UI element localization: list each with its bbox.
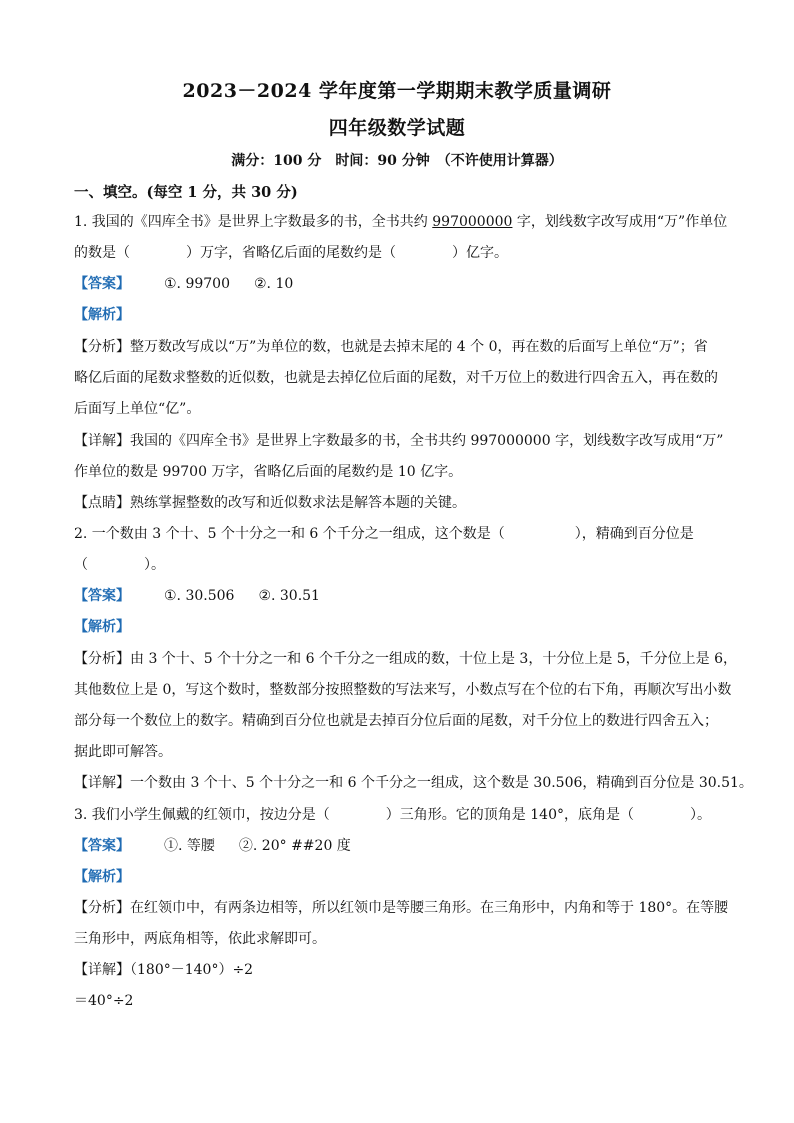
analysis-tag: 【解析】: [74, 869, 130, 885]
q3-answer: [74, 836, 724, 856]
q1-stem-text-b: 字，划线数字改写成用“万”作单位: [512, 214, 728, 230]
fenxi-tag: 【分析】: [74, 651, 130, 667]
q1-point-line: [74, 493, 724, 513]
q1-stem-line2: 的数是（ ）万字，省略亿后面的尾数约是（ ）亿字。: [74, 245, 508, 261]
analysis-tag: 【解析】: [74, 307, 130, 323]
q1-fenxi-text1: 整万数改写成以“万”为单位的数，也就是去掉末尾的 4 个 0，再在数的后面写上单位“万”；省: [130, 339, 708, 355]
q3-answer-2: ②. 20° ##20 度: [238, 838, 351, 854]
fenxi-tag: 【分析】: [74, 900, 130, 916]
q2-fenxi-text1: 由 3 个十、5 个十分之一和 6 个千分之一组成的数，十位上是 3，十分位上是 5，千分位上是 6，: [130, 651, 738, 667]
q1-answer-2: ②. 10: [254, 276, 294, 292]
q1-detail-line1: [74, 431, 724, 451]
q3-fenxi-line1: [74, 898, 729, 918]
q3-answer-1: ①. 等腰: [164, 838, 215, 854]
q1-analysis-tag: [74, 305, 724, 325]
answer-tag: 【答案】: [74, 276, 130, 292]
detail-tag: 【详解】: [74, 775, 130, 791]
q2-answer: [74, 586, 724, 606]
q1-point-text: 熟练掌握整数的改写和近似数求法是解答本题的关键。: [130, 495, 466, 511]
q1-stem-line1: [74, 212, 728, 232]
detail-tag: 【详解】: [74, 962, 130, 978]
q2-stem-line2: （ ）。: [74, 557, 165, 573]
q2-fenxi-line2: 其他数位上是 0，写这个数时，整数部分按照整数的写法来写，小数点写在个位的右下角，再顺次写出小数: [74, 682, 732, 698]
detail-tag: 【详解】: [74, 433, 130, 449]
q2-fenxi-line3: 部分每一个数位上的数字。精确到百分位也就是去掉百分位后面的尾数，对千分位上的数进行四舍五入；: [74, 713, 718, 729]
q2-fenxi-line4: 据此即可解答。: [74, 744, 172, 760]
q3-fenxi-text1: 在红领巾中，有两条边相等，所以红领巾是等腰三角形。在三角形中，内角和等于 180°。在等腰: [130, 900, 729, 916]
q3-detail-line1: [74, 960, 724, 980]
q1-fenxi-line2: 略亿后面的尾数求整数的近似数，也就是去掉亿位后面的尾数，对千万位上的数进行四舍五入，再在数的: [74, 370, 718, 386]
q1-underlined-number: 997000000: [432, 214, 513, 230]
exam-meta: 满分：100 分 时间：90 分钟 （不许使用计算器）: [231, 153, 563, 169]
answer-tag: 【答案】: [74, 588, 130, 604]
fenxi-tag: 【分析】: [74, 339, 130, 355]
q1-answer-1: ①. 99700: [164, 276, 230, 292]
q3-detail-text1: （180°－140°）÷2: [130, 962, 254, 978]
exam-subtitle: 四年级数学试题: [328, 117, 466, 139]
q1-detail-text1: 我国的《四库全书》是世界上字数最多的书，全书共约 997000000 字，划线数字改写成用“万”: [130, 433, 724, 449]
q3-stem-line1: 3. 我们小学生佩戴的红领巾，按边分是（ ）三角形。它的顶角是 140°，底角是（ ）。: [74, 807, 711, 823]
analysis-tag: 【解析】: [74, 619, 130, 635]
q2-fenxi-line1: [74, 649, 738, 669]
q2-detail-line1: [74, 773, 753, 793]
q2-analysis-tag: [74, 617, 724, 637]
q1-fenxi-line1: [74, 337, 724, 357]
q2-answer-2: ②. 30.51: [258, 588, 320, 604]
point-tag: 【点睛】: [74, 495, 130, 511]
answer-tag: 【答案】: [74, 838, 130, 854]
q1-detail-line2: 作单位的数是 99700 万字，省略亿后面的尾数约是 10 亿字。: [74, 464, 463, 480]
q2-stem-line1: 2. 一个数由 3 个十、5 个十分之一和 6 个千分之一组成，这个数是（ ），精确到百分位是: [74, 526, 694, 542]
q3-analysis-tag: [74, 867, 724, 887]
section-heading: 一、填空。(每空 1 分，共 30 分): [74, 184, 298, 201]
q1-stem-text-a: 1. 我国的《四库全书》是世界上字数最多的书，全书共约: [74, 214, 433, 230]
q2-answer-1: ①. 30.506: [164, 588, 235, 604]
q3-fenxi-line2: 三角形中，两底角相等，依此求解即可。: [74, 931, 326, 947]
q2-detail-text1: 一个数由 3 个十、5 个十分之一和 6 个千分之一组成，这个数是 30.506，精确到百分位是 30.51。: [130, 775, 753, 791]
exam-title: 2023－2024 学年度第一学期期末教学质量调研: [182, 80, 612, 102]
q1-fenxi-line3: 后面写上单位“亿”。: [74, 401, 201, 417]
q3-detail-line2: ＝40°÷2: [74, 993, 134, 1009]
q1-answer: [74, 274, 724, 294]
